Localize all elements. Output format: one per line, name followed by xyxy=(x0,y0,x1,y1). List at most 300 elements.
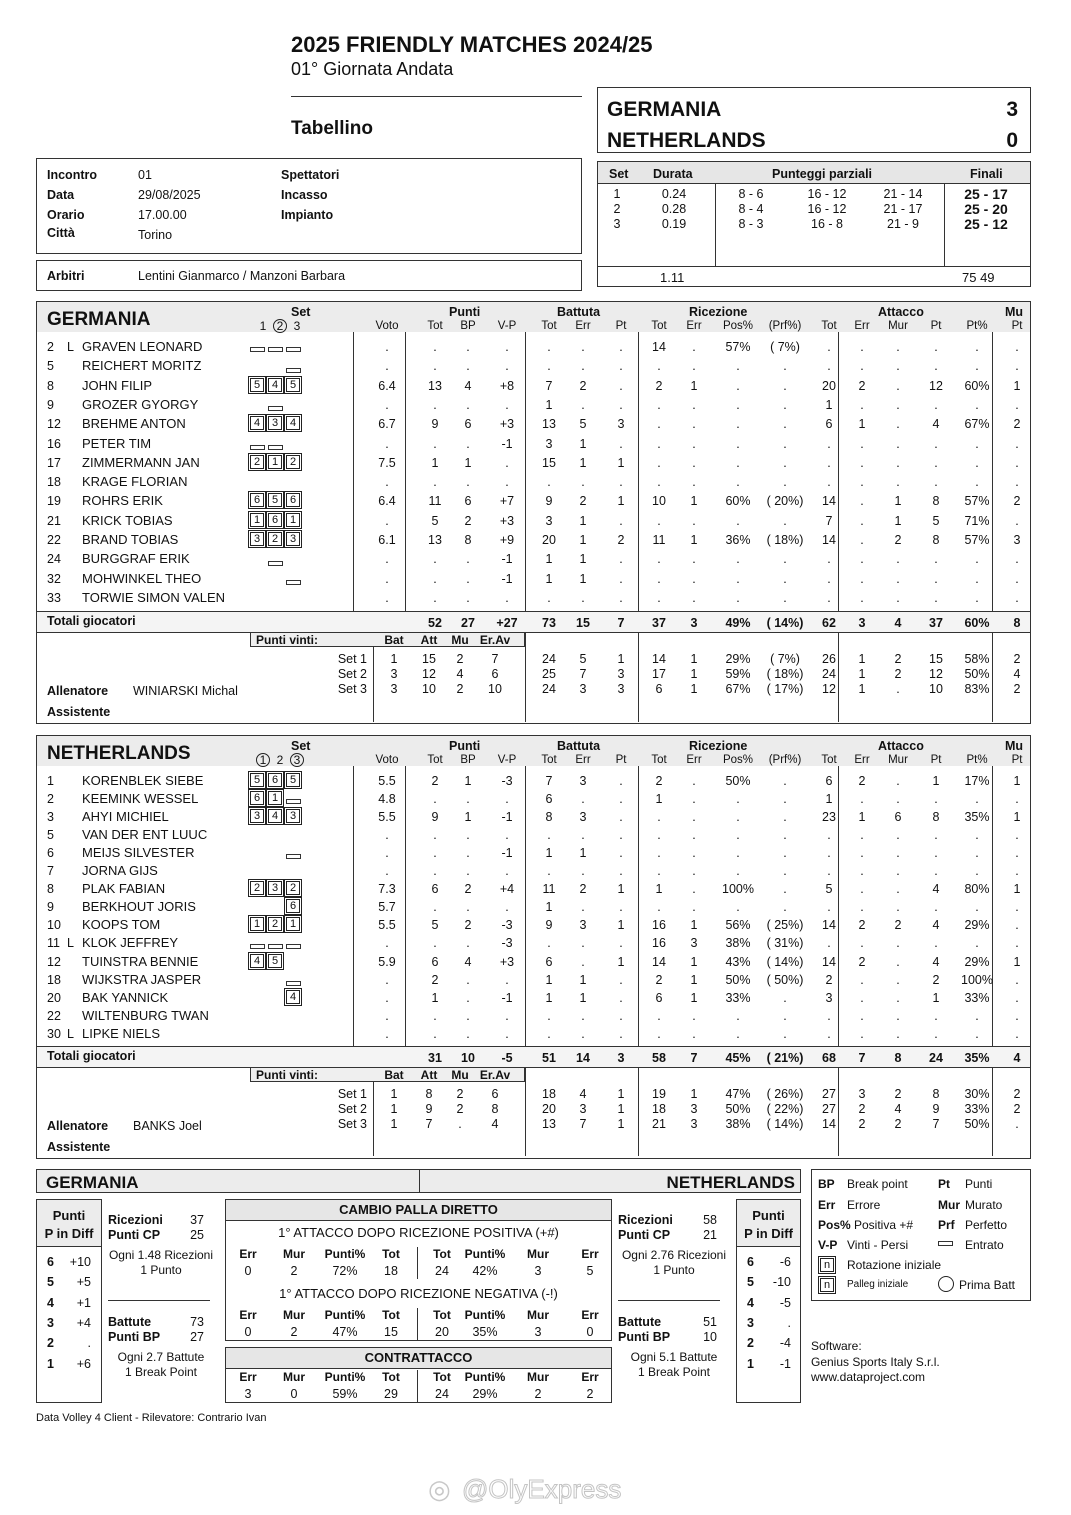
stat-cell: . xyxy=(505,397,509,412)
stat-cell: 1 xyxy=(690,378,698,393)
stat-cell: 2 xyxy=(858,954,866,969)
coach-label: Allenatore xyxy=(47,684,109,698)
col-h-rerr: Err xyxy=(686,320,702,332)
stat-cell: . xyxy=(547,340,551,354)
set-label: Set 1 xyxy=(337,652,367,666)
diff-rotation: 3 xyxy=(47,1315,54,1330)
set-cell: 2 xyxy=(1013,1102,1021,1116)
stat-cell: . xyxy=(860,340,864,354)
home-pcp-l: Punti CP xyxy=(108,1228,161,1242)
stat-cell: 1 xyxy=(464,774,472,788)
stat-cell: . xyxy=(692,864,696,879)
empty-slot xyxy=(250,899,268,913)
player-number: 32 xyxy=(47,571,61,586)
entrato-icon xyxy=(268,445,283,450)
set-cell: 2 xyxy=(894,1087,902,1101)
legend-rot-t: Rotazione iniziale xyxy=(847,1258,942,1272)
stat-cell: . xyxy=(1015,846,1019,861)
player-rotation xyxy=(250,397,350,413)
grid-h: Punti% xyxy=(464,1370,506,1384)
away-pbp-l: Punti BP xyxy=(618,1330,671,1344)
impianto-label: Impianto xyxy=(281,208,334,222)
stat-cell: 8 xyxy=(464,533,472,547)
pv-cell: 2 xyxy=(456,1102,464,1116)
coach-name: BANKS Joel xyxy=(133,1119,202,1133)
stat-cell: . xyxy=(619,552,623,567)
stat-cell: . xyxy=(692,882,696,897)
set-cell: 1 xyxy=(690,1087,698,1101)
diff-rotation: 5 xyxy=(47,1275,54,1290)
empty-slot xyxy=(268,990,286,1004)
set-cell: 3 xyxy=(690,1117,698,1131)
stat-cell: . xyxy=(385,936,389,951)
away-ric-l: Ricezioni xyxy=(618,1213,673,1227)
stat-cell: . xyxy=(466,990,470,1005)
set-cell: 2 xyxy=(858,1117,866,1131)
stat-cell: . xyxy=(547,936,551,951)
stat-cell: 5.7 xyxy=(378,900,396,915)
player-rotation xyxy=(250,809,350,825)
stat-cell: . xyxy=(581,397,585,412)
totals-label: Totali giocatori xyxy=(47,1049,136,1063)
stat-cell: 1 xyxy=(545,846,553,861)
score-box xyxy=(597,87,1031,153)
home-ogni2b: 1 Break Point xyxy=(124,1365,198,1379)
set-cell: 4 xyxy=(579,1087,587,1101)
stat-cell: 3 xyxy=(579,774,587,788)
grp-attacco: Attacco xyxy=(878,739,924,753)
home-side-stats xyxy=(102,1199,220,1399)
stat-cell: 4 xyxy=(464,378,472,393)
set-cell: ( 22%) xyxy=(766,1102,804,1116)
stat-cell: . xyxy=(896,954,900,969)
player-name: ZIMMERMANN JAN xyxy=(82,454,200,470)
stat-cell: . xyxy=(385,475,389,490)
grid-h: Mur xyxy=(527,1370,549,1384)
rotation-box: 3 xyxy=(268,881,282,895)
pv-cell: 10 xyxy=(488,682,502,696)
stat-cell: 71% xyxy=(964,513,990,528)
page-subtitle: 01° Giornata Andata xyxy=(291,59,454,79)
total-duration: 1.11 xyxy=(660,270,685,285)
stat-cell: 1 xyxy=(545,397,553,412)
set-cell: 14 xyxy=(822,1117,836,1131)
stat-cell: 2 xyxy=(617,533,625,547)
grid-v: 72% xyxy=(332,1264,358,1278)
rotation-box: 6 xyxy=(286,493,300,507)
home-ogni1b: 1 Punto xyxy=(140,1263,182,1277)
stat-cell: . xyxy=(1015,397,1019,412)
stat-cell: . xyxy=(657,552,661,567)
stat-cell: 6.4 xyxy=(378,494,396,509)
set-cell: 3 xyxy=(579,1102,587,1116)
stat-cell: . xyxy=(385,864,389,879)
stat-cell: 1 xyxy=(932,774,940,788)
team-name: GERMANIA xyxy=(47,309,151,330)
pv-cell: 12 xyxy=(422,667,436,681)
stat-cell: . xyxy=(934,455,938,470)
player-number: 7 xyxy=(47,864,54,879)
player-name: MOHWINKEL THEO xyxy=(82,570,202,586)
away-punti-h: Punti xyxy=(752,1208,785,1223)
cambio-palla-box xyxy=(225,1199,612,1341)
set-row-cell: 8 - 4 xyxy=(738,202,764,216)
divider xyxy=(353,332,354,612)
player-name: BURGGRAF ERIK xyxy=(82,551,190,567)
col-h-rtot: Tot xyxy=(651,754,667,766)
col-h-tot: Tot xyxy=(427,754,443,766)
stat-cell: . xyxy=(433,864,437,879)
player-number: 30 xyxy=(47,1026,61,1041)
pv-h: Bat xyxy=(384,1068,404,1082)
stat-cell: . xyxy=(736,552,740,567)
home-bat: 73 xyxy=(190,1315,204,1329)
stat-cell: 1 xyxy=(464,455,472,470)
set-cell: 1 xyxy=(858,652,866,666)
summary-away-name: NETHERLANDS xyxy=(666,1173,795,1192)
stat-cell: 10 xyxy=(652,494,666,509)
col-h-bpt: Pt xyxy=(615,754,627,766)
stat-cell: 1 xyxy=(464,810,472,825)
set-label: Set 3 xyxy=(337,1117,367,1131)
stat-cell: 1 xyxy=(431,455,439,470)
stat-cell: 16 xyxy=(652,918,666,933)
entrato-icon xyxy=(250,347,265,352)
watermark-logo-icon: ◎ xyxy=(428,1474,451,1504)
entrato-icon xyxy=(286,854,301,859)
stat-cell: 16 xyxy=(652,936,666,951)
match-info xyxy=(36,158,582,254)
diff-rotation: 5 xyxy=(747,1275,754,1290)
sets-table xyxy=(597,161,1031,287)
stat-cell: . xyxy=(827,864,831,879)
software-label: Software: xyxy=(811,1339,862,1353)
stat-cell: . xyxy=(975,1008,979,1023)
col-h-aerr: Err xyxy=(854,754,870,766)
grid-v: 18 xyxy=(384,1264,398,1278)
stat-cell: . xyxy=(466,900,470,915)
player-rotation xyxy=(250,881,350,897)
stat-cell: 2 xyxy=(655,774,663,788)
diff-value: +10 xyxy=(69,1255,91,1269)
set-cell: 58% xyxy=(964,652,990,666)
contrattacco-box xyxy=(225,1347,612,1403)
stat-cell: . xyxy=(736,828,740,843)
player-name: BREHME ANTON xyxy=(82,416,186,432)
set-row-cell: 21 - 9 xyxy=(887,217,919,231)
pv-cell: 2 xyxy=(456,682,464,696)
set-cell: 2 xyxy=(1013,682,1021,696)
stat-cell: 2 xyxy=(431,972,439,987)
stat-cell: 1 xyxy=(894,494,902,509)
player-name: PETER TIM xyxy=(82,435,152,451)
stat-cell: 1 xyxy=(825,397,833,412)
stat-cell: . xyxy=(657,810,661,825)
stat-cell: . xyxy=(581,936,585,951)
stat-cell: +8 xyxy=(499,378,515,393)
diff-rotation: 6 xyxy=(747,1255,754,1269)
total-cell: 3 xyxy=(690,616,698,630)
stat-cell: 11 xyxy=(428,494,442,509)
set-row-cell: 1 xyxy=(613,187,621,201)
grid-v: 2 xyxy=(586,1387,594,1401)
set-cell: 1 xyxy=(690,652,698,666)
divider xyxy=(992,332,993,612)
home-pindiff-h: P in Diff xyxy=(44,1226,94,1241)
total-cell: 37 xyxy=(652,616,666,630)
team-name: NETHERLANDS xyxy=(47,743,191,764)
stat-cell: . xyxy=(1015,990,1019,1005)
col-h-rprf: (Prf%) xyxy=(768,320,802,332)
stat-cell: 2 xyxy=(894,533,902,547)
set-cell: 24 xyxy=(542,652,556,666)
total-cell: +27 xyxy=(496,616,518,630)
stat-cell: . xyxy=(860,436,864,451)
grid-v: 2 xyxy=(534,1387,542,1401)
diff-rotation: 4 xyxy=(47,1295,54,1310)
citta-label: Città xyxy=(47,226,75,240)
stat-cell: 14 xyxy=(822,954,836,969)
set-cell: 1 xyxy=(858,667,866,681)
set-row-cell: 16 - 12 xyxy=(807,202,847,216)
set-cell: 7 xyxy=(579,1117,587,1131)
stat-cell: . xyxy=(692,828,696,843)
stat-cell: . xyxy=(466,972,470,987)
stat-cell: . xyxy=(1015,552,1019,567)
set-label: Set 3 xyxy=(337,682,367,696)
stat-cell: ( 18%) xyxy=(766,533,804,547)
stat-cell: . xyxy=(692,792,696,807)
stat-cell: . xyxy=(860,972,864,987)
player-number: 24 xyxy=(47,552,61,567)
empty-slot xyxy=(286,863,304,877)
home-bat-l: Battute xyxy=(108,1315,152,1329)
away-punti-diff xyxy=(736,1199,801,1403)
stat-cell: 3 xyxy=(825,990,833,1005)
stat-cell: . xyxy=(975,552,979,567)
stat-cell: . xyxy=(505,455,509,470)
empty-slot xyxy=(250,845,268,859)
player-rotation xyxy=(250,899,350,915)
diff-value: +5 xyxy=(76,1275,91,1290)
stat-cell: 20 xyxy=(542,533,556,547)
stat-cell: 7 xyxy=(545,774,553,788)
legend-vp-t: Vinti - Persi xyxy=(847,1238,909,1252)
grid-v: 15 xyxy=(384,1325,398,1339)
player-name: VAN DER ENT LUUC xyxy=(82,827,208,843)
empty-slot xyxy=(268,474,286,488)
player-number: 18 xyxy=(47,972,61,987)
away-bat: 51 xyxy=(703,1315,717,1329)
stat-cell: . xyxy=(736,475,740,490)
set-cell: 1 xyxy=(690,682,698,696)
player-name: REICHERT MORITZ xyxy=(82,358,202,374)
stat-cell: . xyxy=(783,378,787,393)
stat-cell: . xyxy=(975,846,979,861)
col-h-bpt: Pt xyxy=(615,320,627,332)
stat-cell: 1 xyxy=(617,494,625,509)
stat-cell: 60% xyxy=(725,494,751,509)
total-cell: 37 xyxy=(929,616,943,630)
stat-cell: . xyxy=(896,359,900,374)
stat-cell: . xyxy=(619,810,623,825)
diff-rotation: 2 xyxy=(47,1336,54,1351)
set-cell: 17 xyxy=(652,667,666,681)
grp-battuta: Battuta xyxy=(557,305,601,319)
stat-cell: -3 xyxy=(501,774,513,788)
rotation-box: 5 xyxy=(250,378,264,392)
stat-cell: . xyxy=(736,417,740,432)
stat-cell: . xyxy=(619,359,623,374)
legend-prima-t: Prima Batt xyxy=(959,1278,1016,1292)
col-h-vp: V-P xyxy=(497,754,517,766)
total-cell: 31 xyxy=(428,1051,442,1065)
total-cell: 8 xyxy=(894,1051,902,1065)
total-cell: -5 xyxy=(501,1051,513,1065)
player-rotation xyxy=(250,378,350,394)
total-cell: 3 xyxy=(617,1051,625,1065)
stat-cell: . xyxy=(783,864,787,879)
away-bat-l: Battute xyxy=(618,1315,662,1329)
stat-cell: . xyxy=(975,900,979,915)
away-team-name: NETHERLANDS xyxy=(607,129,766,152)
stat-cell: . xyxy=(657,828,661,843)
stat-cell: 5 xyxy=(579,417,587,432)
stat-cell: . xyxy=(896,1026,900,1041)
empty-slot xyxy=(250,397,268,411)
grid-v: 20 xyxy=(435,1325,449,1339)
set-cell: 27 xyxy=(822,1087,836,1101)
rotation-box: 4 xyxy=(250,416,264,430)
grid-v: 2 xyxy=(290,1264,298,1278)
stat-cell: 12 xyxy=(929,378,943,393)
grid-v: 59% xyxy=(332,1387,358,1401)
pv-cell: . xyxy=(458,1117,462,1131)
stat-cell: . xyxy=(657,397,661,412)
stat-cell: . xyxy=(736,359,740,374)
stat-cell: ( 7%) xyxy=(770,340,800,354)
divider xyxy=(525,332,526,612)
home-ric-l: Ricezioni xyxy=(108,1213,163,1227)
player-name: WILTENBURG TWAN xyxy=(82,1007,209,1023)
rotation-box: 5 xyxy=(286,773,300,787)
total-cell: 3 xyxy=(858,616,866,630)
stat-cell: . xyxy=(385,972,389,987)
player-name: BAK YANNICK xyxy=(82,989,169,1005)
stat-cell: . xyxy=(692,552,696,567)
stat-cell: . xyxy=(466,846,470,861)
stat-cell: . xyxy=(505,475,509,490)
stat-cell: . xyxy=(975,571,979,586)
set-cell: 2 xyxy=(894,1117,902,1131)
grp-punti: Punti xyxy=(449,305,481,319)
pv-cell: 15 xyxy=(422,652,436,666)
rotation-box: 1 xyxy=(286,917,300,931)
stat-cell: 2 xyxy=(894,918,902,933)
set-row-cell: 25 - 12 xyxy=(964,216,1008,232)
stat-cell: 60% xyxy=(964,378,990,393)
stat-cell: 14 xyxy=(652,340,666,354)
stat-cell: . xyxy=(466,936,470,951)
total-cell: 7 xyxy=(858,1051,866,1065)
player-name: KLOK JEFFREY xyxy=(82,935,179,951)
grid-h: Err xyxy=(239,1308,257,1322)
set-cell: 3 xyxy=(617,667,625,681)
empty-slot xyxy=(286,1008,304,1022)
player-number: 2 xyxy=(47,792,54,807)
stat-cell: 9 xyxy=(431,417,439,432)
stat-cell: 6 xyxy=(825,417,833,432)
set-row-cell: 8 - 3 xyxy=(738,217,764,231)
total-cell: 8 xyxy=(1013,616,1021,630)
stat-cell: . xyxy=(692,1026,696,1041)
legend-err: Err xyxy=(818,1198,836,1212)
stat-cell: . xyxy=(896,864,900,879)
empty-slot xyxy=(286,397,304,411)
setter-box-icon: n xyxy=(820,1278,834,1292)
stat-cell: . xyxy=(581,954,585,969)
rotation-box: 6 xyxy=(286,899,300,913)
stat-cell: . xyxy=(1015,340,1019,354)
grid-h: Punti% xyxy=(324,1247,366,1261)
stat-cell: . xyxy=(433,1026,437,1041)
stat-cell: +3 xyxy=(499,513,515,528)
stat-cell: . xyxy=(1015,864,1019,879)
player-number: 33 xyxy=(47,590,61,605)
stat-cell: . xyxy=(896,455,900,470)
stat-cell: . xyxy=(1015,918,1019,933)
diff-value: . xyxy=(787,1315,791,1330)
grid-h: Tot xyxy=(433,1247,451,1261)
stat-cell: 6 xyxy=(431,882,439,897)
empty-slot xyxy=(250,1026,268,1040)
set-cell: 10 xyxy=(929,682,943,696)
set-mark-2: 2 xyxy=(276,753,284,767)
grid-h: Mur xyxy=(283,1370,305,1384)
grid-h: Mur xyxy=(283,1247,305,1261)
stat-cell: 13 xyxy=(428,378,442,393)
stat-cell: . xyxy=(1015,792,1019,807)
stat-cell: 4 xyxy=(464,954,472,969)
col-h-aerr: Err xyxy=(854,320,870,332)
entrato-icon xyxy=(286,944,301,949)
stat-cell: . xyxy=(547,1008,551,1023)
player-number: 8 xyxy=(47,378,54,393)
away-pcp-l: Punti CP xyxy=(618,1228,671,1242)
set-mark-3: 3 xyxy=(290,753,304,767)
stat-cell: . xyxy=(385,990,389,1005)
player-name: KRICK TOBIAS xyxy=(82,512,173,528)
stat-cell: . xyxy=(975,936,979,951)
stat-cell: 2 xyxy=(579,378,587,393)
stat-cell: . xyxy=(860,513,864,528)
stat-cell: . xyxy=(860,990,864,1005)
stat-cell: 6.4 xyxy=(378,378,396,393)
stat-cell: . xyxy=(657,417,661,432)
set-cell: 50% xyxy=(964,667,990,681)
stat-cell: . xyxy=(466,475,470,490)
col-h-rprf: (Prf%) xyxy=(768,754,802,766)
stat-cell: . xyxy=(619,936,623,951)
stat-cell: 2 xyxy=(655,972,663,987)
stat-cell: . xyxy=(975,1026,979,1041)
stat-cell: . xyxy=(827,475,831,490)
stat-cell: . xyxy=(827,828,831,843)
rotation-box: 1 xyxy=(286,513,300,527)
stat-cell: . xyxy=(433,1008,437,1023)
home-punti-h: Punti xyxy=(52,1208,86,1223)
player-rotation xyxy=(250,358,350,374)
